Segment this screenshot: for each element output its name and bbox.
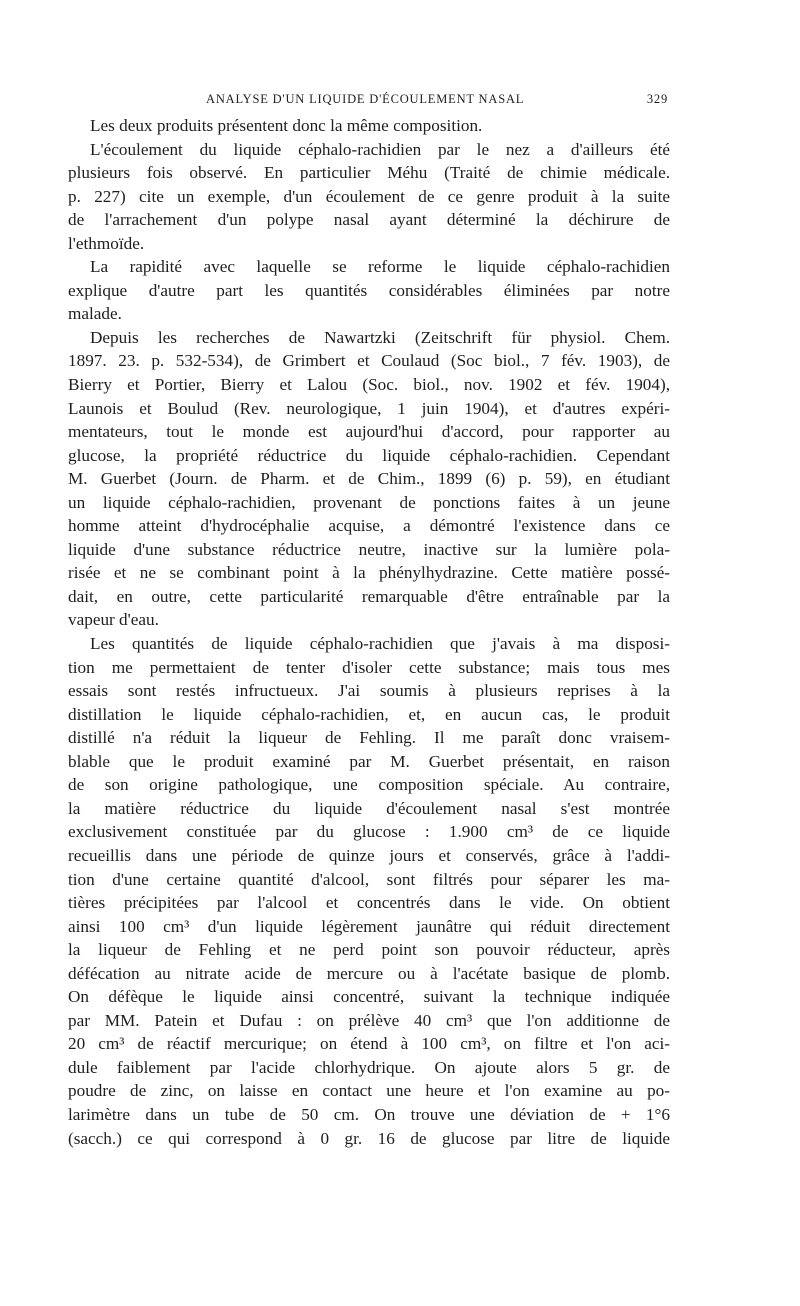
text-line: recueillis dans une période de quinze jours et conservés, grâce à l'addi- (68, 845, 670, 865)
text-line: par MM. Patein et Dufau : on prélève 40 cm³ que l'on additionne de (68, 1010, 670, 1030)
text-line: dait, en outre, cette particularité remarquable d'être entraînable par la (68, 586, 670, 606)
text-line: dule faiblement par l'acide chlorhydrique. On ajoute alors 5 gr. de (68, 1057, 670, 1077)
text-line: risée et ne se combinant point à la phénylhydrazine. Cette matière possé- (68, 563, 670, 583)
text-line: p. 227) cite un exemple, d'un écoulement de ce genre produit à la suite (68, 186, 670, 206)
paragraph (68, 138, 670, 256)
text-line: ainsi 100 cm³ d'un liquide légèrement jaunâtre qui réduit directement (68, 916, 670, 936)
paragraph (68, 255, 670, 326)
text-line: de l'arrachement d'un polype nasal ayant déterminé la déchirure de (68, 210, 670, 230)
text-line: la matière réductrice du liquide d'écoulement nasal s'est montrée (68, 798, 670, 818)
text-line: Launois et Boulud (Rev. neurologique, 1 juin 1904), et d'autres expéri- (68, 398, 670, 418)
document-page (68, 88, 670, 1150)
text-line: Les quantités de liquide céphalo-rachidien que j'avais à ma disposi- (90, 634, 670, 654)
text-line: blable que le produit examiné par M. Guerbet présentait, en raison (68, 751, 670, 771)
text-line: un liquide céphalo-rachidien, provenant de ponctions faites à un jeune (68, 492, 670, 512)
text-line: On défèque le liquide ainsi concentré, suivant la technique indiquée (68, 987, 670, 1007)
text-line: tion d'une certaine quantité d'alcool, sont filtrés pour séparer les ma- (68, 869, 670, 889)
text-line: larimètre dans un tube de 50 cm. On trouve une déviation de + 1°6 (68, 1104, 670, 1124)
text-line: exclusivement constituée par du glucose : 1.900 cm³ de ce liquide (68, 822, 670, 842)
text-line: distillation le liquide céphalo-rachidien, et, en aucun cas, le produit (68, 704, 670, 724)
text-line: 20 cm³ de réactif mercurique; on étend à 100 cm³, on filtre et l'on aci- (68, 1034, 670, 1054)
running-header (68, 88, 670, 114)
text-line: Bierry et Portier, Bierry et Lalou (Soc. biol., nov. 1902 et fév. 1904), (68, 375, 670, 395)
text-line: (sacch.) ce qui correspond à 0 gr. 16 de glucose par litre de liquide (68, 1128, 670, 1148)
text-line: liquide d'une substance réductrice neutre, inactive sur la lumière pola- (68, 539, 670, 559)
text-line: mentateurs, tout le monde est aujourd'hui d'accord, pour rapporter au (68, 422, 670, 442)
text-line: Depuis les recherches de Nawartzki (Zeitschrift für physiol. Chem. (90, 327, 670, 347)
text-line: essais sont restés infructueux. J'ai soumis à plusieurs reprises à la (68, 681, 670, 701)
text-line: distillé n'a réduit la liqueur de Fehling. Il me paraît donc vraisem- (68, 728, 670, 748)
text-line: glucose, la propriété réductrice du liquide céphalo-rachidien. Cependant (68, 445, 670, 465)
text-line: homme atteint d'hydrocéphalie acquise, a démontré l'existence dans ce (68, 516, 670, 536)
text-line: vapeur d'eau. (68, 610, 159, 630)
body-text (68, 114, 670, 1150)
text-line: Les deux produits présentent donc la même composition. (90, 116, 483, 135)
text-line: la liqueur de Fehling et ne perd point son pouvoir réducteur, après (68, 940, 670, 960)
text-line: explique d'autre part les quantités considérables éliminées par notre (68, 280, 670, 300)
text-line: défécation au nitrate acide de mercure ou à l'acétate basique de plomb. (68, 963, 670, 983)
page-number: 329 (646, 92, 668, 106)
paragraph (68, 632, 670, 1150)
text-line: poudre de zinc, on laisse en contact une heure et l'on examine au po- (68, 1081, 670, 1101)
paragraph (68, 114, 670, 138)
running-title: ANALYSE D'UN LIQUIDE D'ÉCOULEMENT NASAL (206, 92, 525, 106)
text-line: L'écoulement du liquide céphalo-rachidien par le nez a d'ailleurs été (90, 139, 670, 159)
text-line: 1897. 23. p. 532-534), de Grimbert et Coulaud (Soc biol., 7 fév. 1903), de (68, 351, 670, 371)
text-line: tières précipitées par l'alcool et concentrés dans le vide. On obtient (68, 893, 670, 913)
text-line: malade. (68, 304, 122, 324)
text-line: tion me permettaient de tenter d'isoler cette substance; mais tous mes (68, 657, 670, 677)
paragraph (68, 326, 670, 632)
text-line: l'ethmoïde. (68, 233, 145, 253)
text-line: plusieurs fois observé. En particulier Méhu (Traité de chimie médicale. (68, 163, 670, 183)
text-line: La rapidité avec laquelle se reforme le liquide céphalo-rachidien (90, 257, 670, 277)
text-line: M. Guerbet (Journ. de Pharm. et de Chim., 1899 (6) p. 59), en étudiant (68, 469, 670, 489)
text-line: de son origine pathologique, une composition spéciale. Au contraire, (68, 775, 670, 795)
